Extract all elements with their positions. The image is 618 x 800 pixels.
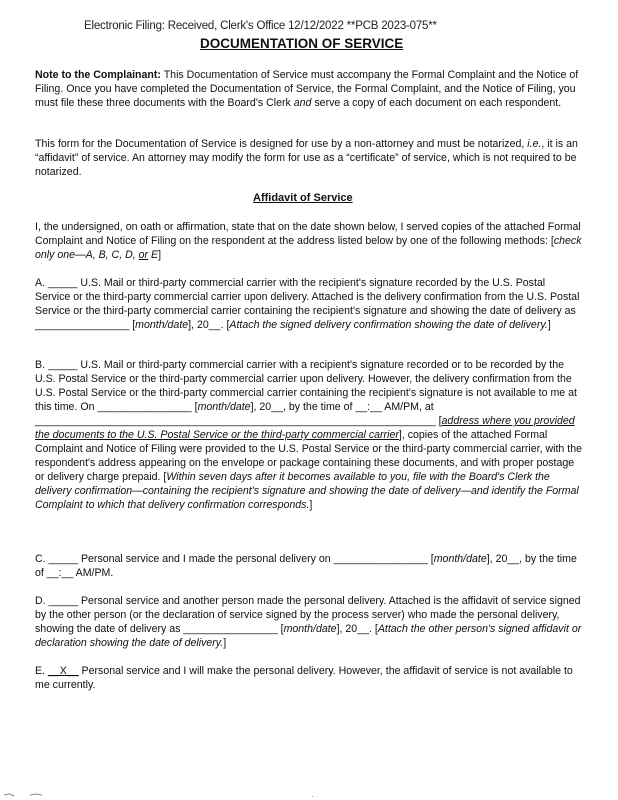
option-b-close: ] — [309, 499, 313, 511]
page-title: DOCUMENTATION OF SERVICE — [200, 36, 404, 51]
note-label: Note to the Complainant: — [35, 69, 161, 81]
scan-dot — [312, 796, 313, 797]
option-d-bracket-open: [ — [374, 623, 378, 635]
option-b-text-2: ], copies of the attached Formal Complaint and Notice of Filing were provided to the U.S. Postal Service or the third-party commercial carrier, with the respondent's address appearing on the envelope or package containing these documents, and with proper postage or delivery charge prepaid. [ — [35, 429, 582, 483]
option-d-bracket-close: ] — [223, 637, 227, 649]
form-ie: i.e. — [527, 138, 542, 150]
option-d-year: ], 20__. — [336, 623, 372, 635]
option-c — [35, 552, 583, 580]
form-paragraph — [35, 137, 583, 179]
option-b-within: Within seven days after it becomes available to you, file with the Board's Clerk the delivery confirmation—containing the recipient's signature and showing the date of delivery—and identify the Formal Complaint to which that delivery confirmation corresponds. — [35, 471, 579, 511]
option-b-prefix: B. _____ — [35, 359, 81, 371]
option-a — [35, 276, 583, 332]
option-d-month-date: month/date — [283, 623, 337, 635]
option-d — [35, 594, 583, 650]
option-a-month-date: month/date — [135, 319, 189, 331]
intro-check: check only one—A, B, C, D, — [35, 235, 582, 261]
option-b-blank-line: ____________________________________________________________________ [ — [35, 415, 442, 427]
option-a-year: ], 20__. — [188, 319, 224, 331]
option-e-checkmark: __X__ — [47, 665, 79, 677]
intro-e: E — [148, 249, 159, 261]
option-a-attach: Attach the signed delivery confirmation showing the date of delivery. — [229, 319, 548, 331]
intro-paragraph — [35, 220, 583, 262]
option-b-year: ], 20__, by the time of __:__ AM/PM, at — [250, 401, 434, 413]
scan-artifact — [2, 789, 62, 799]
option-c-text-2: ], 20__, by the time of __:__ AM/PM. — [35, 553, 577, 579]
note-and: and — [293, 97, 312, 109]
intro-close: ] — [158, 249, 162, 261]
option-b-text: U.S. Mail or third-party commercial carrier with a recipient's signature recorded or to be recorded by the U.S. Postal Service or the third-party commercial carrier upon delivery. However, the delivery confirmation from the U.S. Postal Service or the third-party commercial carrier containing the recipient's signature is not available to me at this time. On ________________ [ — [35, 359, 577, 413]
option-e-text: Personal service and I will make the personal delivery. However, the affidavit of service is not available to me currently. — [35, 665, 573, 691]
option-c-prefix: C. _____ — [35, 553, 81, 565]
option-d-prefix: D. _____ — [35, 595, 81, 607]
intro-text: I, the undersigned, on oath or affirmation, state that on the date shown below, I served copies of the attached Formal Complaint and Notice of Filing on the respondent at the address listed below by one of the following methods: [ — [35, 221, 581, 247]
option-b-month-date: month/date — [197, 401, 251, 413]
option-b — [35, 358, 583, 512]
option-b-address: address where you provided the documents to the U.S. Postal Service or the third-party commercial carrier — [35, 415, 575, 441]
note-text-end: serve a copy of each document on each respondent. — [311, 97, 562, 109]
option-d-text: Personal service and another person made the personal delivery. Attached is the affidavit of service signed by the other person (or the declaration of service signed by the process server) who made the personal delivery, showing the date of delivery as ________________ [ — [35, 595, 581, 635]
option-a-prefix: A. _____ — [35, 277, 81, 289]
option-a-text: U.S. Mail or third-party commercial carrier with the recipient's signature recorded by the U.S. Postal Service or the third-party commercial carrier upon delivery. Attached is the delivery confirmation from the U.S. Postal Service or the third-party commercial carrier containing the recipient's signature and showing the date of delivery as ________________ [ — [35, 277, 580, 331]
option-a-bracket-close: ] — [547, 319, 551, 331]
intro-or: or — [138, 249, 149, 261]
option-e-prefix: E. — [35, 665, 48, 677]
affidavit-heading: Affidavit of Service — [253, 192, 353, 204]
option-c-month-date: month/date — [433, 553, 487, 565]
form-text-b: , it is an “affidavit” of service. An attorney may modify the form for use as a “certificate” of service, which is not required to be notarized. — [35, 138, 578, 178]
note-paragraph — [35, 68, 583, 110]
option-a-bracket-open: [ — [226, 319, 230, 331]
note-text: This Documentation of Service must accompany the Formal Complaint and the Notice of Filing. Once you have completed the Documentation of Service, the Formal Complaint, and the Notice of Filing, you must file these three documents with the Board's Clerk — [35, 69, 579, 109]
option-c-text: Personal service and I made the personal delivery on ________________ [ — [80, 553, 434, 565]
filing-stamp: Electronic Filing: Received, Clerk's Office 12/12/2022 **PCB 2023-075** — [84, 20, 437, 32]
option-d-attach: Attach the other person's signed affidavit or declaration showing the date of delivery. — [35, 623, 582, 649]
form-text-a: This form for the Documentation of Service is designed for use by a non-attorney and must be notarized, — [35, 138, 528, 150]
option-e — [35, 664, 583, 692]
